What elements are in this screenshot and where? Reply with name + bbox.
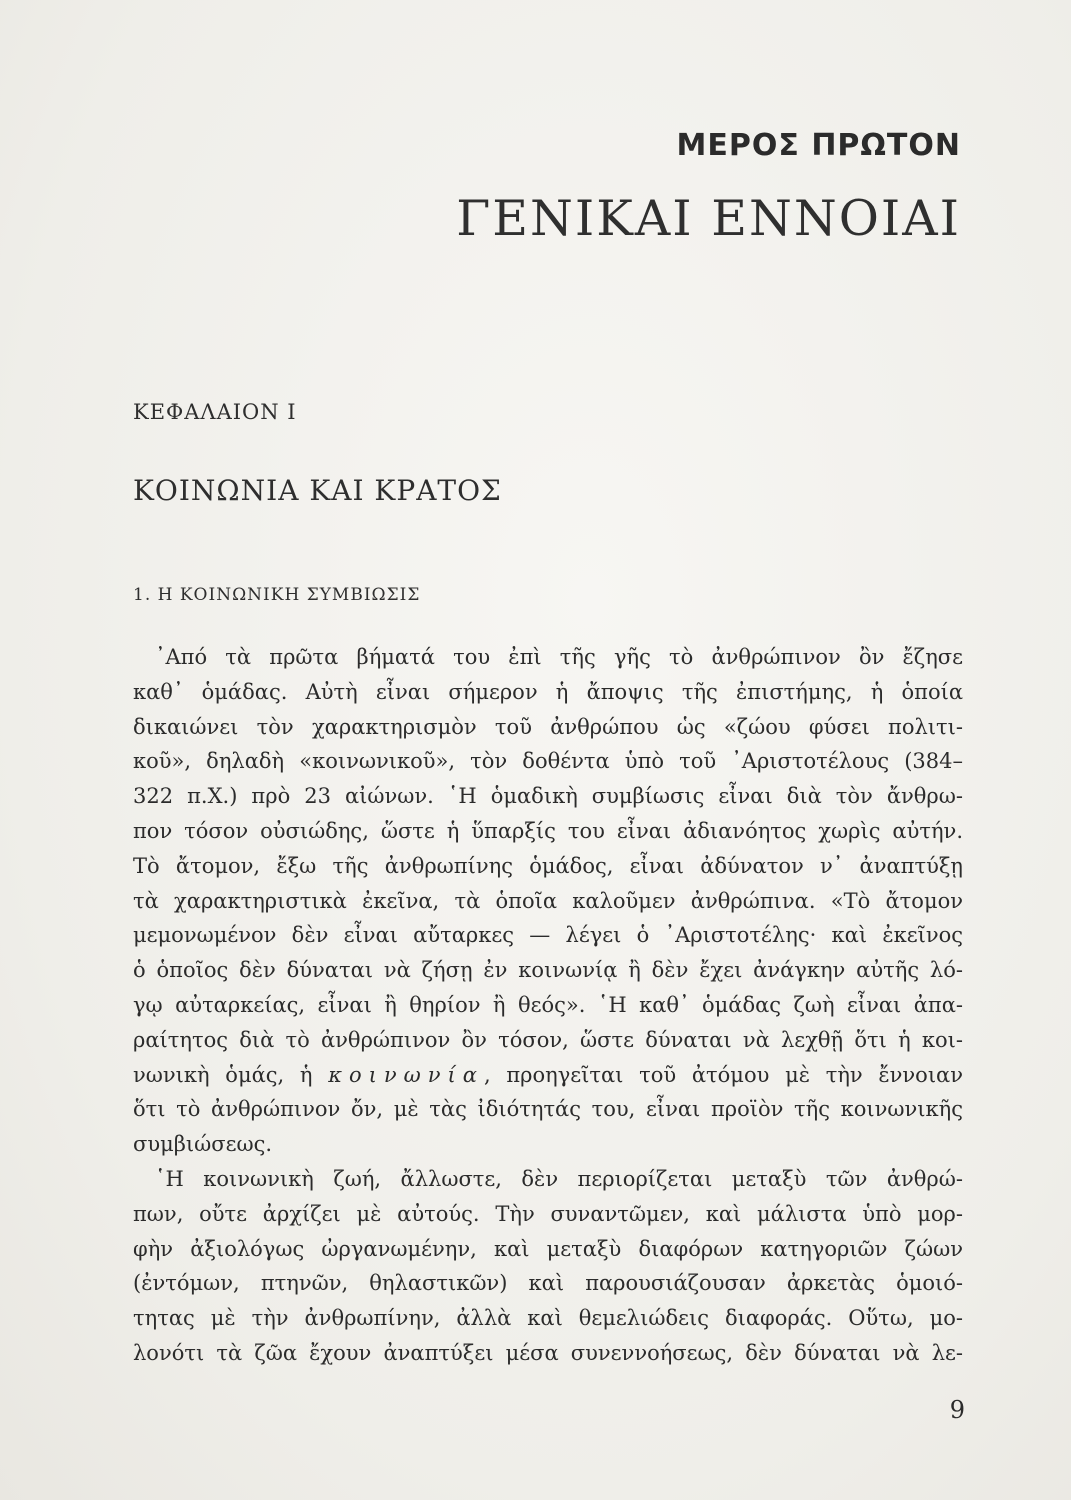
text-line: κοῦ», δηλαδὴ «κοινωνικοῦ», τὸν δοθέντα ὑπὸ τοῦ ᾿Αριστοτέλους (384–: [133, 749, 963, 774]
text-line: συμβιώσεως.: [133, 1132, 273, 1157]
subsection-title: 1. Η ΚΟΙΝΩΝΙΚΗ ΣΥΜΒΙΩΣΙΣ: [133, 585, 421, 605]
text-line: πον τόσον οὐσιώδης, ὥστε ἡ ὕπαρξίς του εἶναι ἀδιανόητος χωρὶς αὐτήν.: [133, 818, 963, 843]
text-line: καθ᾿ ὁμάδας. Αὐτὴ εἶναι σήμερον ἡ ἄποψις τῆς ἐπιστήμης, ἡ ὁποία: [133, 679, 963, 704]
page-number: 9: [949, 1396, 965, 1424]
text-line: ῾Η κοινωνικὴ ζωή, ἄλλωστε, δὲν περιορίζεται μεταξὺ τῶν ἀνθρώ-: [155, 1166, 963, 1191]
text-line: (ἐντόμων, πτηνῶν, θηλαστικῶν) καὶ παρουσιάζουσαν ἀρκετὰς ὁμοιό-: [133, 1271, 963, 1296]
chapter-title: ΚΟΙΝΩΝΙΑ ΚΑΙ ΚΡΑΤΟΣ: [133, 474, 502, 507]
text-line: 322 π.Χ.) πρὸ 23 αἰώνων. ῾Η ὁμαδικὴ συμβίωσις εἶναι διὰ τὸν ἄνθρω-: [133, 784, 963, 809]
text-fragment: νωνικὴ ὁμάς, ἡ: [133, 1062, 313, 1087]
emphasized-term: κοινωνία: [328, 1062, 484, 1087]
text-line: ᾿Από τὰ πρῶτα βήματά του ἐπὶ τῆς γῆς τὸ ἀνθρώπινον ὂν ἔζησε: [155, 645, 963, 669]
text-line: τητας μὲ τὴν ἀνθρωπίνην, ἀλλὰ καὶ θεμελιώδεις διαφοράς. Οὕτω, μο-: [133, 1306, 963, 1331]
text-line: λονότι τὰ ζῶα ἔχουν ἀναπτύξει μέσα συνεννοήσεως, δὲν δύναται νὰ λε-: [133, 1340, 963, 1365]
text-line: δικαιώνει τὸν χαρακτηρισμὸν τοῦ ἀνθρώπου ὡς «ζώου φύσει πολιτι-: [133, 714, 963, 739]
text-line: Τὸ ἄτομον, ἔξω τῆς ἀνθρωπίνης ὁμάδος, εἶναι ἀδύνατον ν᾿ ἀναπτύξῃ: [133, 853, 963, 878]
text-line: μεμονωμένον δὲν εἶναι αὔταρκες — λέγει ὁ ᾿Αριστοτέλης· καὶ ἐκεῖνος: [133, 923, 963, 948]
text-line: ὅτι τὸ ἀνθρώπινον ὄν, μὲ τὰς ἰδιότητάς του, εἶναι προϊὸν τῆς κοινωνικῆς: [133, 1097, 963, 1122]
text-fragment: , προηγεῖται τοῦ ἀτόμου μὲ τὴν ἔννοιαν: [483, 1062, 963, 1087]
text-line: πων, οὔτε ἀρχίζει μὲ αὐτούς. Τὴν συναντῶμεν, καὶ μάλιστα ὑπὸ μορ-: [133, 1201, 963, 1226]
text-line: ὁ ὁποῖος δὲν δύναται νὰ ζήσῃ ἐν κοινωνίᾳ ἢ δὲν ἔχει ἀνάγκην αὐτῆς λό-: [133, 958, 963, 983]
text-line: ραίτητος διὰ τὸ ἀνθρώπινον ὂν τόσον, ὥστε δύναται νὰ λεχθῇ ὅτι ἡ κοι-: [133, 1027, 963, 1052]
text-line: τὰ χαρακτηριστικὰ ἐκεῖνα, τὰ ὁποῖα καλοῦμεν ἀνθρώπινα. «Τὸ ἄτομον: [133, 888, 963, 913]
text-line: γῳ αὐταρκείας, εἶναι ἢ θηρίον ἢ θεός». ῾Η καθ᾿ ὁμάδας ζωὴ εἶναι ἀπα-: [133, 992, 963, 1017]
part-title: ΜΕΡΟΣ ΠΡΩΤΟΝ: [676, 128, 961, 163]
text-line: [133, 1058, 963, 1093]
chapter-label: ΚΕΦΑΛΑΙΟΝ Ι: [133, 400, 297, 424]
body-text: [133, 640, 963, 1371]
text-line: φὴν ἀξιολόγως ὠργανωμένην, καὶ μεταξὺ διαφόρων κατηγοριῶν ζώων: [133, 1236, 963, 1261]
section-title: ΓΕΝΙΚΑΙ ΕΝΝΟΙΑΙ: [456, 190, 961, 247]
